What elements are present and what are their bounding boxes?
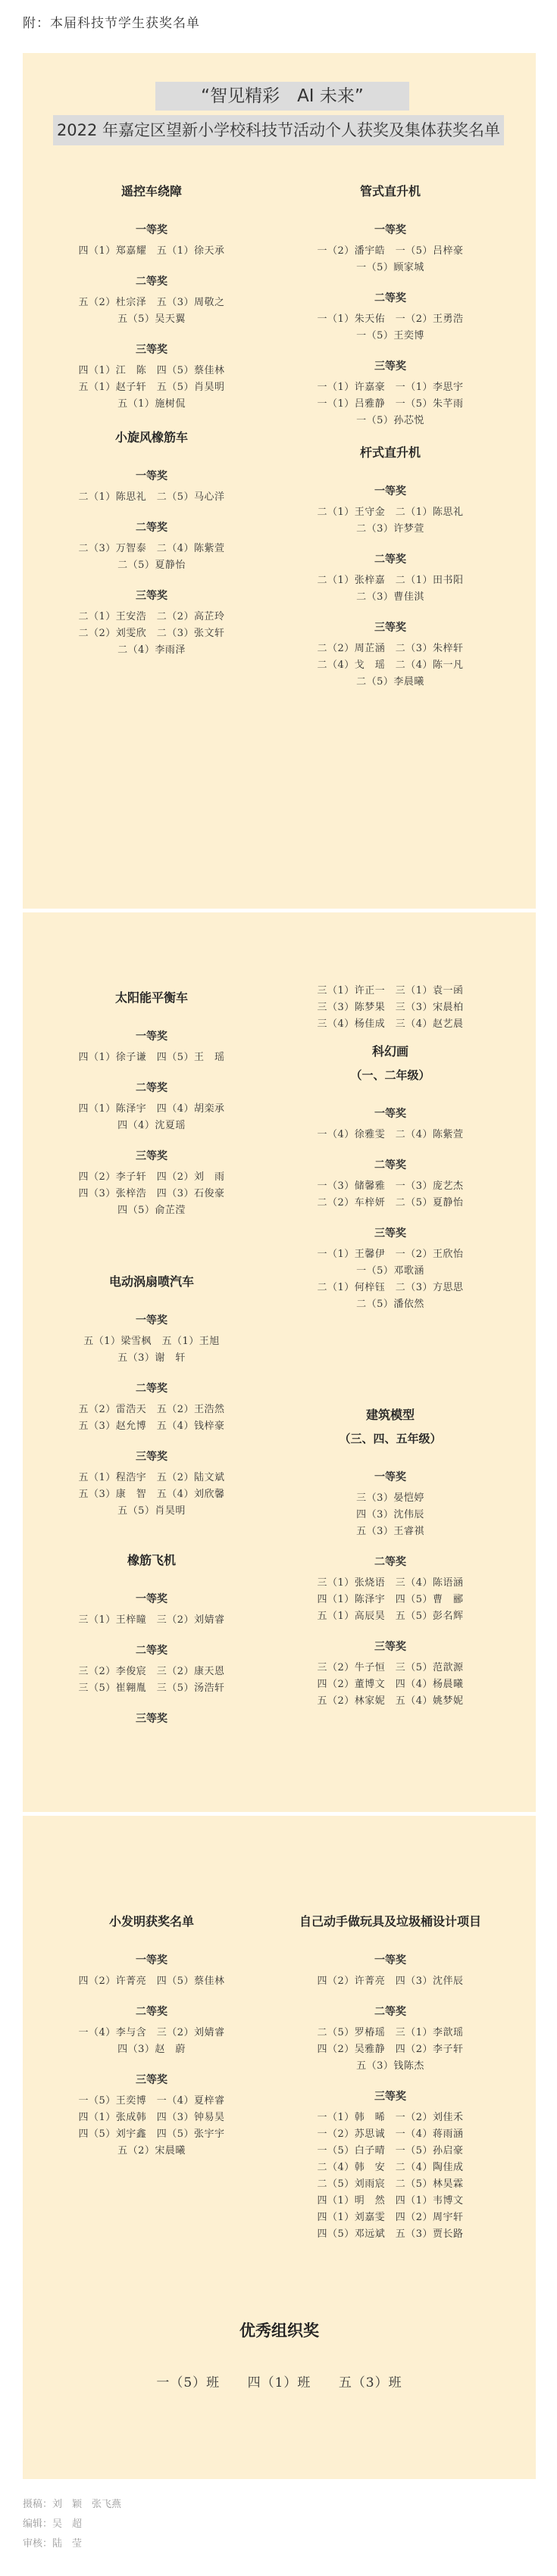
- winner-line: 二（4）李雨泽: [117, 644, 186, 656]
- winner-line: 一（1）许嘉豪 一（1）李思宇: [317, 382, 464, 393]
- award-level-label: 三等奖: [136, 590, 167, 602]
- winner-line: 五（3）钱陈杰: [356, 2060, 424, 2072]
- winner-line: 一（2）苏思诚 一（4）蒋雨涵: [317, 2128, 464, 2140]
- winner-line: 五（3）赵允博 五（4）钱梓豪: [78, 1421, 225, 1432]
- award-level-label: 一等奖: [374, 1471, 406, 1483]
- winner-line: 四（1）徐子谦 四（5）王 瑶: [78, 1052, 225, 1063]
- winner-line: 二（1）张梓嘉 二（1）田书阳: [317, 575, 464, 586]
- category-title: 小旋风橡筋车: [114, 430, 188, 444]
- category-title: 科幻画: [371, 1044, 408, 1059]
- award-level-label: 二等奖: [136, 276, 167, 288]
- category-toy-design: [273, 1912, 508, 2243]
- winner-line: 一（4）李与含 三（2）刘婧睿: [78, 2027, 225, 2038]
- winner-line: 四（3）赵 蔚: [117, 2044, 186, 2055]
- award-level-label: 三等奖: [136, 2074, 167, 2086]
- category-scifi-painting: [273, 1042, 508, 1313]
- category-title: 自己动手做玩具及垃圾桶设计项目: [299, 1914, 481, 1929]
- winner-line: 四（2）李子轩 四（2）刘 雨: [78, 1171, 225, 1183]
- award-level-label: 二等奖: [136, 522, 167, 534]
- category-rubber-plane: [34, 1551, 269, 1732]
- page-subtitle: 2022 年嘉定区望新小学校科技节活动个人获奖及集体获奖名单: [53, 115, 504, 145]
- winner-line: 五（2）杜宗泽 五（3）周敬之: [78, 297, 225, 308]
- winner-line: 五（1）程浩宇 五（2）陆文斌: [78, 1472, 225, 1483]
- award-level-label: 一等奖: [374, 224, 406, 236]
- winner-line: 一（5）孙芯悦: [356, 415, 424, 426]
- page-title: “智见精彩 AI 未来”: [155, 82, 409, 111]
- collective-award-title: 优秀组织奖: [239, 2322, 319, 2340]
- award-level-label: 三等奖: [136, 1150, 167, 1162]
- award-level-label: 二等奖: [374, 554, 406, 566]
- winner-line: 三（3）陈梦果 三（3）宋晨柏: [317, 1002, 464, 1013]
- winner-line: 一（5）顾家城: [356, 262, 424, 273]
- category-title: 电动涡扇喷汽车: [108, 1274, 194, 1289]
- winner-line: 四（1）江 陈 四（5）蔡佳林: [78, 365, 225, 376]
- winner-line: 二（1）王安浩 二（2）高芷玲: [78, 611, 225, 622]
- winner-line: 五（5）吴天翼: [117, 313, 186, 325]
- winner-line: 四（4）沈夏瑶: [117, 1120, 186, 1131]
- category-title: 太阳能平衡车: [114, 990, 188, 1005]
- winner-line: 三（1）许正一 三（1）袁一函: [317, 985, 464, 996]
- credit-reviewer: 审核：陆 莹: [23, 2538, 83, 2549]
- award-level-label: 一等奖: [374, 1954, 406, 1966]
- winner-line: 二（5）李晨曦: [356, 676, 424, 688]
- winner-line: 一（5）白子晴 一（5）孙启豪: [317, 2145, 464, 2157]
- winner-line: 四（1）陈泽宇 四（4）胡栾承: [78, 1103, 225, 1115]
- award-level-label: 一等奖: [374, 485, 406, 497]
- winner-line: 四（2）董博文 四（4）杨晨曦: [317, 1679, 464, 1690]
- award-level-label: 二等奖: [136, 1082, 167, 1094]
- winner-line: 二（3）许梦萱: [356, 523, 424, 535]
- collective-class: 五（3）班: [338, 2375, 402, 2390]
- collective-class: 四（1）班: [247, 2375, 311, 2390]
- category-title: 小发明获奖名单: [108, 1914, 194, 1929]
- award-level-label: 三等奖: [374, 360, 406, 373]
- winner-line: 二（2）刘雯欣 二（3）张文轩: [78, 628, 225, 639]
- winner-line: 四（5）俞芷滢: [117, 1205, 186, 1216]
- category-title: 橡筋飞机: [127, 1553, 176, 1567]
- winner-line: 五（1）施树侃: [117, 398, 186, 410]
- winner-line: 四（1）郑嘉耀 五（1）徐天承: [78, 245, 225, 257]
- winner-line: 二（3）曹佳淇: [356, 591, 424, 603]
- winner-line: 一（1）吕雅静 一（5）朱芊雨: [317, 398, 464, 410]
- winner-line: 五（3）王睿祺: [356, 1526, 424, 1537]
- winner-line: 四（2）吴雅静 四（2）李子轩: [317, 2044, 464, 2055]
- award-level-label: 三等奖: [374, 1641, 406, 1653]
- category-grade-range: （三、四、五年级）: [339, 1432, 442, 1445]
- winner-line: 三（2）牛子恒 三（5）范歆源: [317, 1662, 464, 1673]
- category-rod-lift: [273, 443, 508, 691]
- category-title: 杆式直升机: [359, 445, 421, 460]
- header-note: 附：本届科技节学生获奖名单: [23, 16, 200, 31]
- winner-line: 五（5）肖昊明: [117, 1505, 186, 1517]
- category-pipe-lift: [273, 182, 508, 429]
- credit-editor: 编辑：吴 超: [23, 2518, 83, 2530]
- winner-line: 一（2）潘宇皓 一（5）吕梓豪: [317, 245, 464, 257]
- winner-line: 四（1）明 然 四（1）韦博文: [317, 2195, 464, 2206]
- winner-line: 三（2）李俊宸 三（2）康天恩: [78, 1666, 225, 1677]
- winner-line: 五（1）赵子轩 五（5）肖昊明: [78, 382, 225, 393]
- winner-line: 二（1）何梓钰 二（3）方思思: [317, 1282, 464, 1293]
- winner-line: 一（1）韩 晞 一（2）刘佳禾: [317, 2112, 464, 2123]
- winner-line: 二（1）陈思礼 二（5）马心洋: [78, 491, 225, 503]
- winner-line: 四（5）刘宇鑫 四（5）张宇宇: [78, 2128, 225, 2140]
- award-level-label: 二等奖: [374, 292, 406, 304]
- winner-line: 五（1）梁雪枫 五（1）王旭: [83, 1336, 220, 1347]
- winner-line: 二（5）夏静怡: [117, 560, 186, 571]
- winner-line: 五（3）谢 轩: [117, 1352, 186, 1364]
- winner-line: 一（1）王馨伊 一（2）王欣怡: [317, 1249, 464, 1260]
- category-invention: [34, 1912, 269, 2160]
- award-level-label: 一等奖: [136, 470, 167, 482]
- award-level-label: 二等奖: [374, 1159, 406, 1171]
- winner-line: 五（1）高辰昊 五（5）彭名辉: [317, 1611, 464, 1622]
- winner-line: 一（4）徐雅雯 二（4）陈紫萱: [317, 1129, 464, 1140]
- winner-line: 二（5）罗椿瑶 三（1）李歆瑶: [317, 2027, 464, 2038]
- award-level-label: 一等奖: [136, 1593, 167, 1605]
- collective-award-classes: [23, 2372, 536, 2390]
- category-rubber-boat: [34, 428, 269, 659]
- award-level-label: 二等奖: [374, 1556, 406, 1568]
- winner-line: 四（3）沈伟辰: [356, 1509, 424, 1520]
- winner-line: 五（2）林家妮 五（4）姚梦妮: [317, 1695, 464, 1707]
- award-level-label: 二等奖: [136, 2006, 167, 2018]
- winner-line: 三（1）王梓瞳 三（2）刘婧睿: [78, 1614, 225, 1626]
- award-level-label: 二等奖: [374, 2006, 406, 2018]
- award-level-label: 三等奖: [374, 1227, 406, 1240]
- award-level-label: 三等奖: [136, 1713, 167, 1725]
- winner-line: 二（4）戈 瑶 二（4）陈一凡: [317, 660, 464, 671]
- category-title: 建筑模型: [365, 1408, 415, 1422]
- award-level-label: 一等奖: [136, 1315, 167, 1327]
- winner-line: 四（2）许菁亮 四（5）蔡佳林: [78, 1976, 225, 1987]
- winner-line: 五（2）宋晨曦: [117, 2145, 186, 2157]
- winner-line: 三（3）晏恺婷: [356, 1492, 424, 1504]
- winner-line: 二（3）万智泰 二（4）陈紫萱: [78, 543, 225, 554]
- winner-line: 四（2）许菁亮 四（3）沈伴辰: [317, 1976, 464, 1987]
- winner-line: 一（1）朱天佑 一（2）王勇浩: [317, 313, 464, 325]
- winner-line: 二（5）刘雨宸 二（5）林昊霖: [317, 2178, 464, 2190]
- winner-line: 四（1）刘嘉雯 四（2）周宇轩: [317, 2212, 464, 2223]
- category-title: 遥控车绕障: [120, 184, 182, 198]
- category-architecture: [273, 1405, 508, 1710]
- award-level-label: 一等奖: [136, 1954, 167, 1966]
- category-electric-car-continued: [273, 983, 508, 1033]
- winner-line: 四（1）张成韩 四（3）钟易昊: [78, 2112, 225, 2123]
- winner-line: 五（3）康 智 五（4）刘欣馨: [78, 1489, 225, 1500]
- winner-line: 二（1）王守金 二（1）陈思礼: [317, 507, 464, 518]
- winner-line: 二（5）潘依然: [356, 1299, 424, 1310]
- category-grade-range: （一、二年级）: [350, 1068, 430, 1082]
- category-remote-car: [34, 182, 269, 413]
- winner-line: 三（5）崔翱胤 三（5）汤浩轩: [78, 1683, 225, 1694]
- winner-line: 一（5）王奕博: [356, 330, 424, 341]
- winner-line: 五（2）雷浩天 五（2）王浩然: [78, 1404, 225, 1415]
- credit-photo: 摄稿：刘 颖 张飞燕: [23, 2499, 122, 2510]
- award-level-label: 一等奖: [136, 1031, 167, 1043]
- winner-line: 三（4）杨佳成 三（4）赵艺晨: [317, 1018, 464, 1030]
- winner-line: 一（5）王奕博 一（4）夏梓睿: [78, 2095, 225, 2107]
- winner-line: 二（2）周芷涵 二（3）朱梓轩: [317, 643, 464, 654]
- category-title: 管式直升机: [359, 184, 421, 198]
- award-level-label: 三等奖: [374, 622, 406, 634]
- winner-line: 三（1）张烧语 三（4）陈语涵: [317, 1577, 464, 1589]
- category-electric-car: [34, 1272, 269, 1520]
- award-level-label: 一等奖: [136, 224, 167, 236]
- award-level-label: 三等奖: [136, 1451, 167, 1463]
- winner-line: 二（4）韩 安 二（4）陶佳成: [317, 2162, 464, 2173]
- winner-line: 一（3）储馨雅 一（3）庞艺杰: [317, 1180, 464, 1192]
- award-level-label: 二等奖: [136, 1645, 167, 1657]
- winner-line: 二（2）车梓妍 二（5）夏静怡: [317, 1197, 464, 1208]
- category-solar-car: [34, 988, 269, 1219]
- winner-line: 四（1）陈泽宇 四（5）曹 郦: [317, 1594, 464, 1605]
- award-level-label: 二等奖: [136, 1383, 167, 1395]
- award-level-label: 一等奖: [374, 1108, 406, 1120]
- collective-class: 一（5）班: [156, 2375, 221, 2390]
- winner-line: 四（5）邓远斌 五（3）贾长路: [317, 2228, 464, 2240]
- award-level-label: 三等奖: [374, 2091, 406, 2103]
- award-level-label: 三等奖: [136, 344, 167, 356]
- winner-line: 四（3）张梓浩 四（3）石俊豪: [78, 1188, 225, 1199]
- winner-line: 一（5）邓歌涵: [356, 1265, 424, 1277]
